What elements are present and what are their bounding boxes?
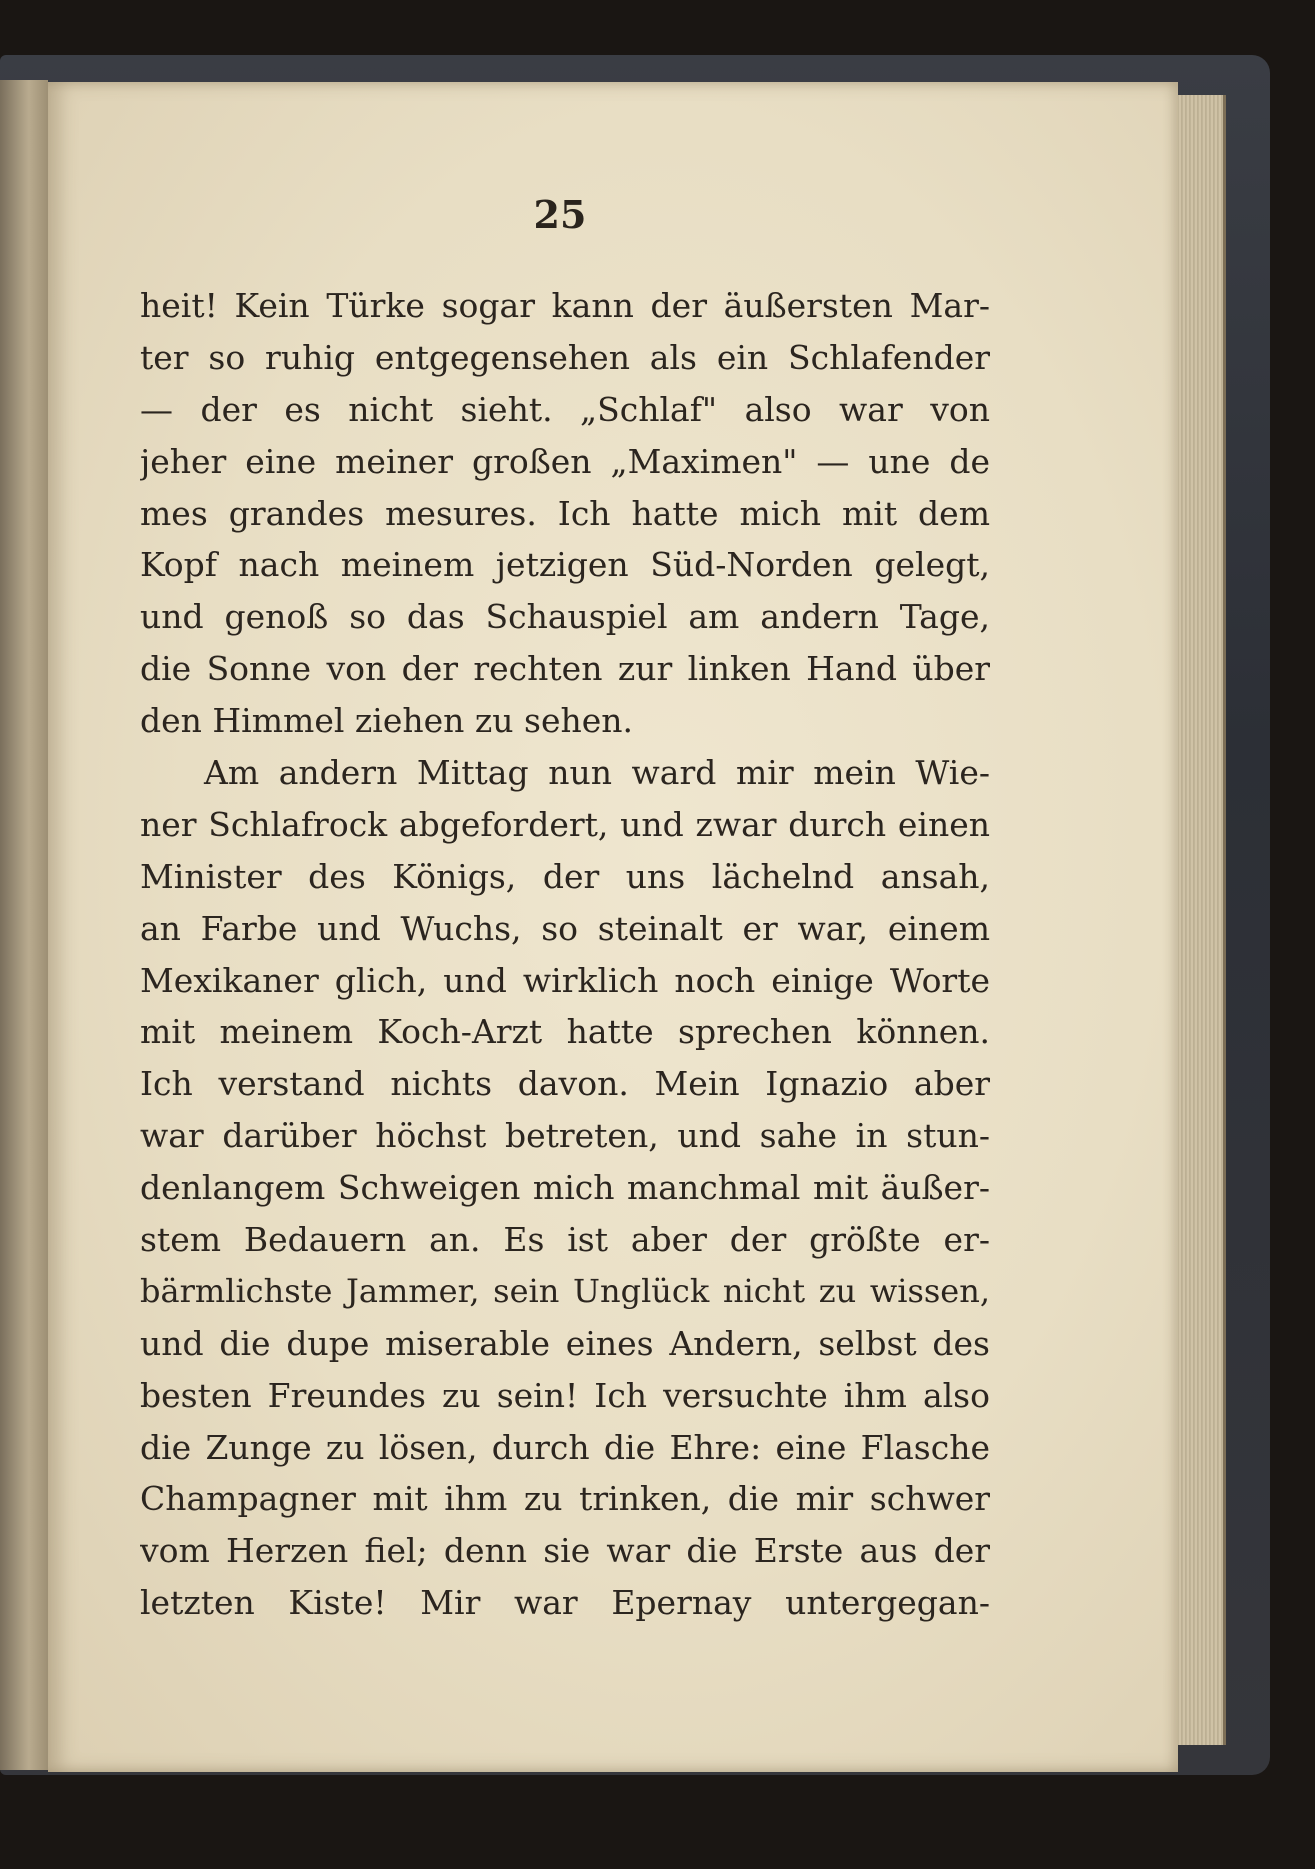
text-line: jeher eine meiner großen „Maximen" — une de (140, 441, 990, 481)
text-line: ter so ruhig entgegensehen als ein Schlafender (140, 337, 990, 377)
text-line: die Sonne von der rechten zur linken Hand über (140, 649, 990, 689)
text-line: Am andern Mittag nun ward mir mein Wie- (204, 753, 990, 793)
text-line: Ich verstand nichts davon. Mein Ignazio aber (140, 1064, 990, 1104)
left-page-edge (0, 80, 48, 1770)
text-line: mes grandes mesures. Ich hatte mich mit dem (140, 493, 990, 533)
text-line: vom Herzen fiel; denn sie war die Erste aus der (140, 1531, 990, 1571)
text-line: Minister des Königs, der uns lächelnd ansah, (140, 856, 990, 896)
text-line: an Farbe und Wuchs, so steinalt er war, einem (140, 908, 990, 948)
text-line: die Zunge zu lösen, durch die Ehre: eine Flasche (140, 1427, 990, 1467)
page-stack-edge (1175, 95, 1226, 1745)
text-line: denlangem Schweigen mich manchmal mit äußer- (140, 1168, 990, 1208)
text-line: und genoß so das Schauspiel am andern Tage, (140, 597, 990, 637)
text-line: Champagner mit ihm zu trinken, die mir schwer (140, 1479, 990, 1519)
text-line: mit meinem Koch-Arzt hatte sprechen können. (140, 1012, 990, 1052)
page-number: 25 (533, 192, 587, 237)
text-line: den Himmel ziehen zu sehen. (140, 701, 634, 741)
text-line: bärmlichste Jammer, sein Unglück nicht zu wissen, (140, 1271, 990, 1310)
text-line: Kopf nach meinem jetzigen Süd-Norden gelegt, (140, 545, 990, 585)
text-line: stem Bedauern an. Es ist aber der größte er- (140, 1220, 990, 1260)
text-line: letzten Kiste! Mir war Epernay untergegan- (140, 1583, 990, 1623)
text-line: und die dupe miserable eines Andern, selbst des (140, 1323, 990, 1363)
text-line: war darüber höchst betreten, und sahe in stun- (140, 1116, 990, 1156)
text-line: Mexikaner glich, und wirklich noch einige Worte (140, 960, 990, 1000)
text-line: — der es nicht sieht. „Schlaf" also war von (140, 389, 990, 429)
text-line: ner Schlafrock abgefordert, und zwar durch einen (140, 804, 990, 844)
text-line: heit! Kein Türke sogar kann der äußersten Mar- (140, 286, 990, 325)
text-line: besten Freundes zu sein! Ich versuchte ihm also (140, 1375, 990, 1415)
body-text (140, 280, 990, 1629)
